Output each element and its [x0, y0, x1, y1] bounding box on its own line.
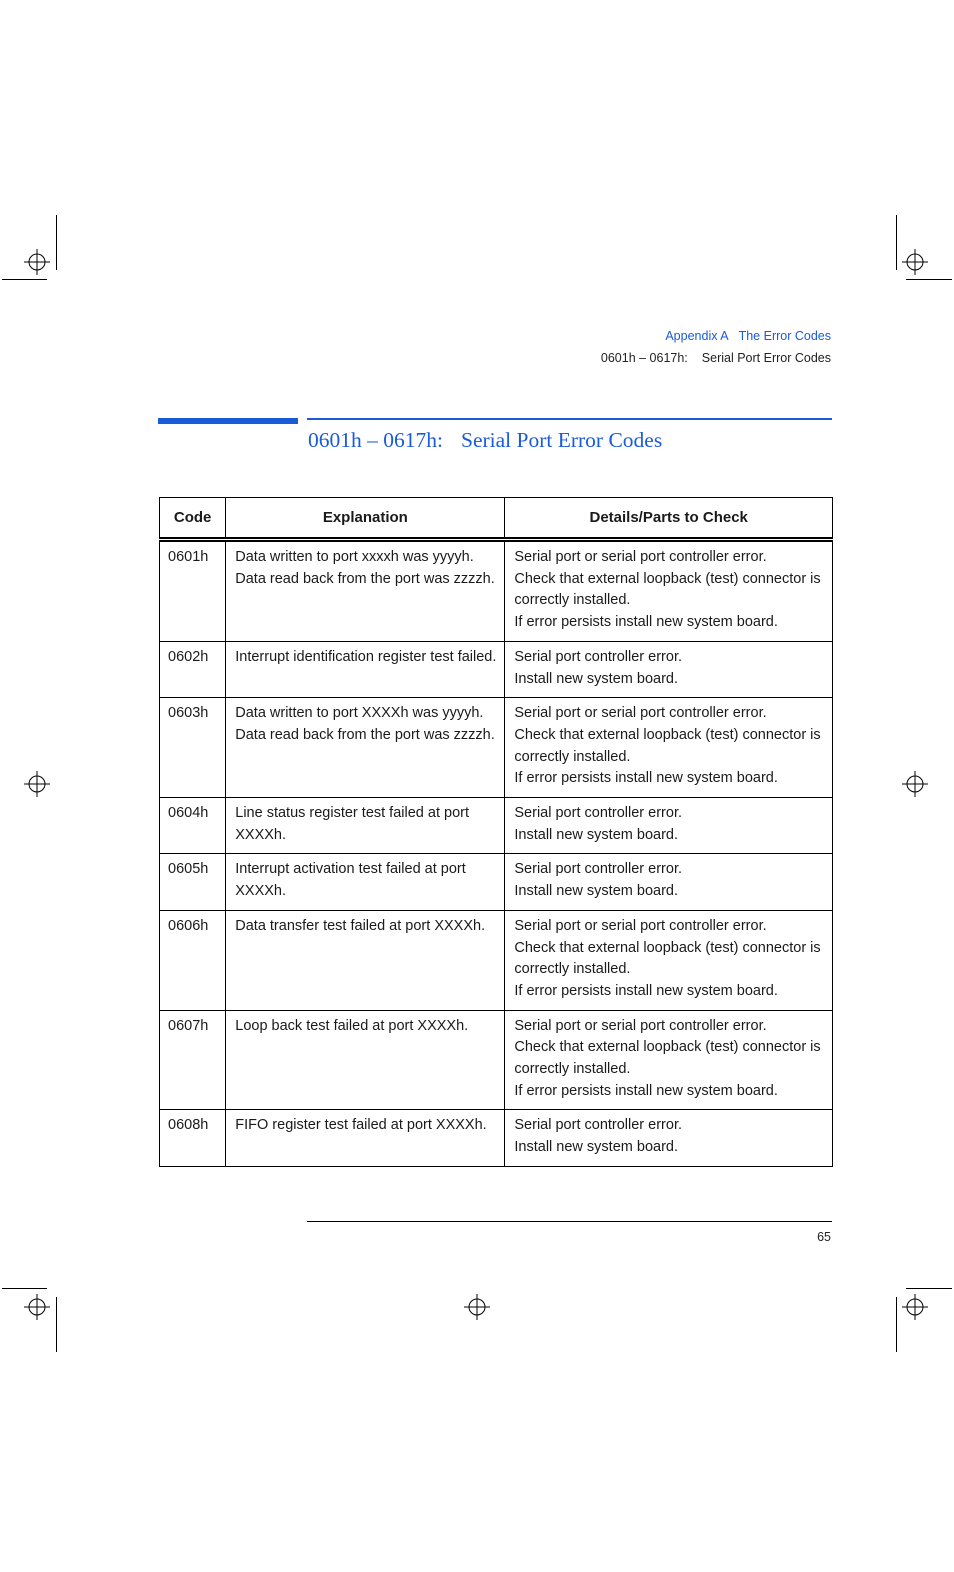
details-cell — [505, 1110, 833, 1166]
details-line: Serial port or serial port controller error. — [514, 917, 767, 934]
details-line: correctly installed. — [514, 592, 631, 609]
explanation-line: XXXXh. — [235, 883, 287, 900]
crop-mark — [896, 215, 897, 270]
table-row — [160, 910, 833, 1010]
details-line: Install new system board. — [514, 670, 678, 687]
table-row — [160, 798, 833, 854]
explanation-line: FIFO register test failed at port XXXXh. — [235, 1117, 487, 1134]
details-line: Serial port controller error. — [514, 805, 683, 822]
table-body — [160, 540, 833, 1167]
table-row — [160, 1110, 833, 1166]
crop-mark — [906, 279, 952, 280]
header-range: 0601h – 0617h: — [600, 351, 688, 365]
error-code-cell: 0608h — [160, 1110, 226, 1166]
registration-mark-icon — [464, 1294, 490, 1320]
title-text: Serial Port Error Codes — [460, 428, 663, 452]
title-range: 0601h – 0617h: — [308, 428, 443, 452]
crop-mark — [896, 1297, 897, 1352]
details-cell — [505, 854, 833, 910]
details-line: Install new system board. — [514, 1139, 678, 1156]
explanation-cell — [226, 1010, 505, 1110]
crop-mark — [2, 1288, 47, 1289]
details-line: Serial port or serial port controller error. — [514, 549, 767, 565]
column-header-explanation: Explanation — [226, 498, 505, 540]
details-cell — [505, 1010, 833, 1110]
explanation-cell — [226, 698, 505, 798]
registration-mark-icon — [24, 771, 50, 797]
details-cell — [505, 910, 833, 1010]
registration-mark-icon — [902, 249, 928, 275]
details-line: Serial port controller error. — [514, 861, 683, 878]
error-code-cell: 0607h — [160, 1010, 226, 1110]
explanation-line: Data transfer test failed at port XXXXh. — [235, 917, 486, 934]
details-cell — [505, 698, 833, 798]
details-line: Serial port controller error. — [514, 648, 683, 665]
details-line: Serial port or serial port controller error. — [514, 705, 767, 722]
title-accent-bar — [158, 418, 298, 424]
explanation-line: Line status register test failed at port — [235, 805, 469, 822]
explanation-line: Data read back from the port was zzzzh. — [235, 570, 495, 587]
details-line: Install new system board. — [514, 826, 678, 843]
registration-mark-icon — [902, 771, 928, 797]
details-line: Check that external loopback (test) connector is — [514, 1039, 821, 1056]
running-header-section — [601, 351, 831, 365]
explanation-line: Data written to port xxxxh was yyyyh. — [235, 549, 474, 565]
explanation-cell — [226, 910, 505, 1010]
error-code-cell: 0601h — [160, 540, 226, 642]
explanation-cell — [226, 798, 505, 854]
explanation-line: Data read back from the port was zzzzh. — [235, 726, 495, 743]
crop-mark — [906, 1288, 952, 1289]
table-row — [160, 641, 833, 697]
details-line: If error persists install new system board. — [514, 982, 778, 999]
error-code-cell: 0605h — [160, 854, 226, 910]
registration-mark-icon — [24, 1294, 50, 1320]
crop-mark — [2, 279, 47, 280]
error-code-table — [159, 497, 833, 1167]
details-line: If error persists install new system board. — [514, 770, 778, 787]
column-header-details: Details/Parts to Check — [505, 498, 833, 540]
registration-mark-icon — [902, 1294, 928, 1320]
table-row — [160, 1010, 833, 1110]
details-line: Check that external loopback (test) connector is — [514, 570, 821, 587]
column-header-code: Code — [160, 498, 226, 540]
explanation-line: Data written to port XXXXh was yyyyh. — [235, 705, 484, 722]
title-rule — [307, 418, 832, 420]
explanation-line: XXXXh. — [235, 826, 287, 843]
error-code-cell: 0606h — [160, 910, 226, 1010]
details-line: Serial port or serial port controller error. — [514, 1017, 767, 1034]
table-row — [160, 854, 833, 910]
details-line: If error persists install new system board. — [514, 614, 778, 631]
details-cell — [505, 798, 833, 854]
error-code-cell: 0604h — [160, 798, 226, 854]
appendix-label: Appendix A — [665, 329, 729, 343]
error-code-cell: 0602h — [160, 641, 226, 697]
explanation-cell — [226, 1110, 505, 1166]
running-header-chapter — [665, 329, 831, 343]
explanation-line: Interrupt activation test failed at port — [235, 861, 466, 878]
details-line: Check that external loopback (test) connector is — [514, 939, 821, 956]
page-title — [308, 428, 662, 453]
crop-mark — [56, 1297, 57, 1352]
explanation-cell — [226, 854, 505, 910]
explanation-line: Loop back test failed at port XXXXh. — [235, 1017, 469, 1034]
explanation-cell — [226, 540, 505, 642]
details-line: Serial port controller error. — [514, 1117, 683, 1134]
details-line: correctly installed. — [514, 748, 631, 765]
details-cell — [505, 641, 833, 697]
details-line: correctly installed. — [514, 961, 631, 978]
details-cell — [505, 540, 833, 642]
details-line: Install new system board. — [514, 883, 678, 900]
explanation-line: Interrupt identification register test failed. — [235, 648, 497, 665]
details-line: Check that external loopback (test) connector is — [514, 726, 821, 743]
header-section: Serial Port Error Codes — [701, 351, 831, 365]
table-row — [160, 540, 833, 642]
registration-mark-icon — [24, 249, 50, 275]
chapter-label: The Error Codes — [738, 329, 831, 343]
explanation-cell — [226, 641, 505, 697]
error-code-cell: 0603h — [160, 698, 226, 798]
table-header-row — [160, 498, 833, 540]
details-line: correctly installed. — [514, 1061, 631, 1078]
footer-rule — [307, 1221, 832, 1222]
details-line: If error persists install new system board. — [514, 1082, 778, 1099]
crop-mark — [56, 215, 57, 270]
page-number: 65 — [817, 1230, 831, 1244]
table-row — [160, 698, 833, 798]
